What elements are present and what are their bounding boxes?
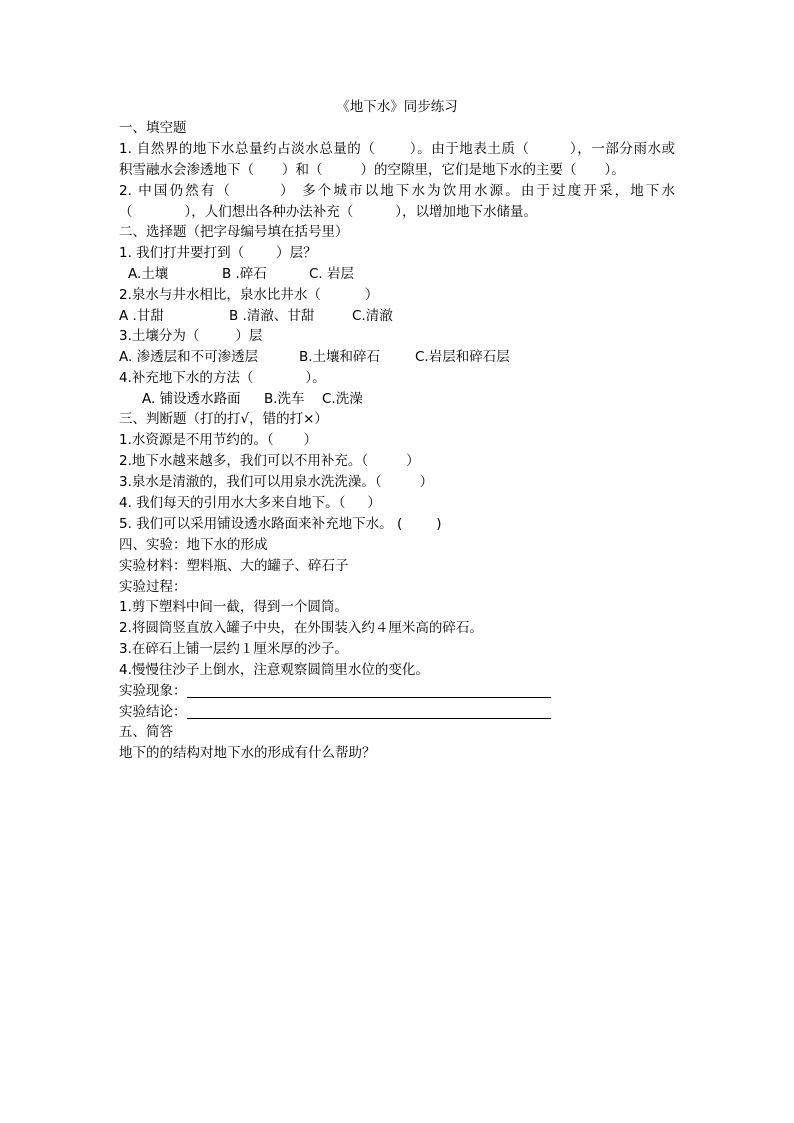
choice-q2-option-b: B .清澈、甘甜 [229, 308, 315, 324]
choice-q2-stem-text: 2.泉水与井水相比，泉水比井水（ [119, 287, 321, 303]
judge-q1-end: ） [303, 432, 318, 448]
fill-q1-text-f: ）的空隙里，它们是地下水的主要（ [360, 162, 577, 178]
choice-q4-options [142, 389, 363, 409]
choice-q1-options [128, 264, 354, 284]
judge-q4-end: ） [367, 495, 381, 511]
page-title: 《地下水》同步练习 [336, 99, 458, 115]
judge-q5-text: 5. 我们可以采用铺设透水路面来补充地下水。 ( [119, 516, 403, 532]
choice-q2-stem-end: ） [364, 287, 379, 303]
choice-q2-options [119, 306, 393, 326]
conclusion-answer-line[interactable] [187, 704, 551, 719]
judge-q2 [119, 451, 420, 471]
fill-q1-line2 [119, 160, 625, 180]
experiment-materials: 实验材料：塑料瓶、大的罐子、碎石子 [119, 558, 349, 574]
choice-q4-option-a: A. 铺设透水路面 [142, 391, 241, 407]
experiment-step: 4.慢慢往沙子上倒水，注意观察圆筒里水位的变化。 [119, 662, 429, 678]
choice-q4-option-c: C.洗澡 [322, 391, 363, 407]
choice-q3-option-a: A. 渗透层和不可渗透层 [119, 349, 259, 365]
judge-q3-end: ） [419, 474, 434, 490]
section-heading-multiple-choice: 二、选择题（把字母编号填在括号里） [119, 224, 349, 240]
fill-q2-text-a: 2. 中国仍然有（ [119, 183, 233, 199]
fill-q2-text-c: （ [119, 204, 133, 220]
judge-q2-end: ） [406, 453, 420, 469]
judge-q5-end: ) [436, 516, 442, 532]
experiment-conclusion [119, 702, 551, 722]
choice-q3-option-b: B.土壤和碎石 [299, 349, 381, 365]
fill-q2-text-d: ），人们想出各种办法补充（ [184, 204, 354, 220]
fill-q2-line2 [119, 202, 537, 222]
fill-q1-text-d: 积雪融水会渗透地下（ [119, 162, 254, 178]
section-heading-short-answer: 五、简答 [119, 724, 173, 740]
choice-q2-option-a: A .甘甜 [119, 308, 164, 324]
section-heading-fill-blank: 一、填空题 [119, 120, 187, 136]
choice-q1-option-c: C. 岩层 [309, 266, 355, 282]
experiment-phenomenon [119, 681, 551, 701]
choice-q4-stem-text: 4.补充地下水的方法（ [119, 370, 254, 386]
fill-q1-text-g: ）。 [604, 162, 625, 178]
choice-q1-stem-end: ）层？ [276, 245, 317, 261]
fill-q1-text-a: 1. 自然界的地下水总量约占淡水总量的（ [119, 141, 376, 157]
choice-q3-stem-text: 3.土壤分为（ [119, 328, 200, 344]
judge-q2-text: 2.地下水越来越多，我们可以不用补充。（ [119, 453, 369, 469]
experiment-process-label: 实验过程： [119, 579, 187, 595]
judge-q5 [119, 514, 442, 534]
fill-q2-line1 [119, 181, 675, 201]
choice-q1-stem-text: 1. 我们打井要打到（ [119, 245, 245, 261]
judge-q1-text: 1.水资源是不用节约的。（ [119, 432, 274, 448]
section-heading-experiment: 四、实验：地下水的形成 [119, 537, 268, 553]
choice-q3-stem-end: ）层 [235, 328, 263, 344]
fill-q1-line1 [119, 139, 675, 159]
phenomenon-answer-line[interactable] [187, 683, 551, 698]
judge-q4 [119, 493, 381, 513]
experiment-step: 1.剪下塑料中间一截，得到一个圆筒。 [119, 599, 348, 615]
choice-q3-option-c: C.岩层和碎石层 [415, 349, 510, 365]
experiment-phenomenon-label: 实验现象： [119, 683, 187, 699]
choice-q3-stem [119, 326, 262, 346]
fill-q1-text-c: ），一部分雨水或 [569, 141, 676, 157]
choice-q1-stem [119, 243, 317, 263]
section-heading-true-false: 三、判断题（打的打√，错的打×） [119, 411, 328, 427]
judge-q3 [119, 472, 433, 492]
judge-q3-text: 3.泉水是清澈的，我们可以用泉水洗洗澡。（ [119, 474, 382, 490]
experiment-step: 2.将圆筒竖直放入罐子中央，在外围装入约４厘米高的碎石。 [119, 620, 483, 636]
choice-q1-option-b: B .碎石 [222, 266, 267, 282]
choice-q2-stem [119, 285, 378, 305]
short-answer-question: 地下的的结构对地下水的形成有什么帮助？ [119, 745, 376, 761]
choice-q4-option-b: B.洗车 [264, 391, 305, 407]
fill-q1-text-e: ）和（ [282, 162, 323, 178]
choice-q2-option-c: C.清澈 [352, 308, 393, 324]
choice-q3-options [119, 347, 510, 367]
judge-q4-text: 4. 我们每天的引用水大多来自地下。（ [119, 495, 346, 511]
judge-q1 [119, 430, 317, 450]
choice-q4-stem-end: ）。 [305, 370, 326, 386]
choice-q4-stem [119, 368, 326, 388]
fill-q2-text-b: ） 多个城市以地下水为饮用水源。由于过度开采，地下水 [278, 183, 675, 199]
choice-q1-option-a: A.土壤 [128, 266, 169, 282]
fill-q2-text-e: ），以增加地下水储量。 [395, 204, 537, 220]
experiment-conclusion-label: 实验结论： [119, 704, 187, 720]
experiment-step: 3.在碎石上铺一层约１厘米厚的沙子。 [119, 641, 348, 657]
fill-q1-text-b: ）。由于地表土质（ [409, 141, 530, 157]
